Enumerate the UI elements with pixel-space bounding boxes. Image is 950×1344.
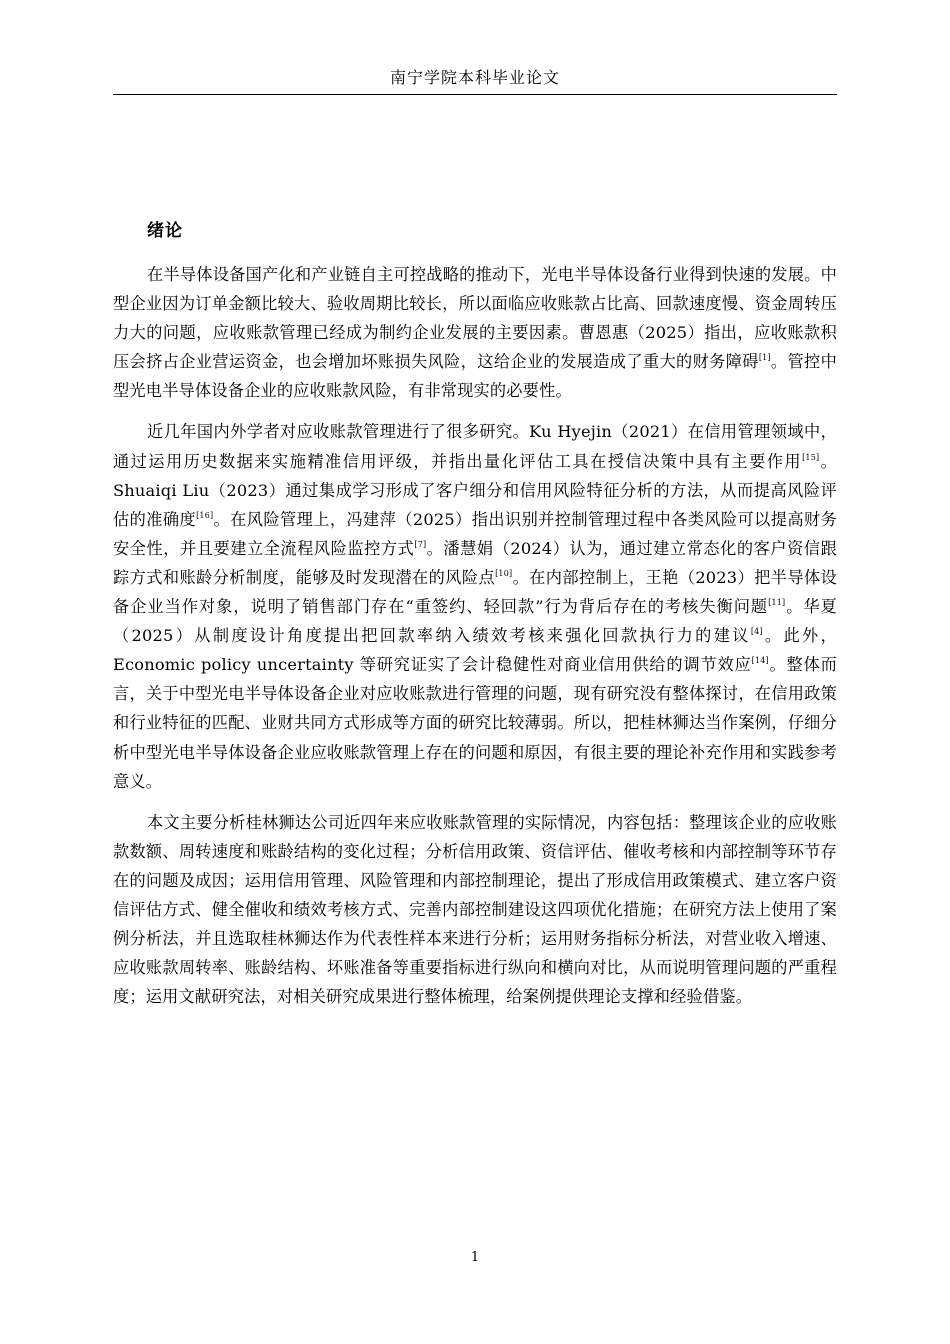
citation-marker: [11]	[768, 598, 786, 608]
citation-marker: [14]	[751, 656, 769, 666]
text-run: 。Shuaiqi Liu（2023）通过集成学习形成了客户细分和信用风险特征分析的方法，从而提高风险评估的准确度	[113, 451, 837, 529]
text-run: 。此外，Economic policy uncertainty 等研究证实了会计稳健性对商业信用供给的调节效应	[113, 626, 837, 675]
text-run: 。在风险管理上，冯建萍（2025）指出识别并控制管理过程中各类风险可以提高财务安全性，并且要建立全流程风险监控方式	[113, 509, 838, 558]
text-run: 在半导体设备国产化和产业链自主可控战略的推动下，光电半导体设备行业得到快速的发展。中型企业因为订单金额比较大、验收周期比较长，所以面临应收账款占比高、回款速度慢、资金周转压力大的问题，应收账款管理已经成为制约企业发展的主要因素。曹恩惠（2025）指出，应收账款积压会挤占企业营运资金，也会增加坏账损失风险，这给企业的发展造成了重大的财务障碍	[113, 265, 837, 372]
body-paragraph	[113, 417, 837, 795]
text-run: 。在内部控制上，王艳（2023）把半导体设备企业当作对象，说明了销售部门存在“重签约、轻回款”行为背后存在的考核失衡问题	[113, 567, 837, 617]
text-run: 。潘慧娟（2024）认为，通过建立常态化的客户资信跟踪方式和账龄分析制度，能够及时发现潜在的风险点	[113, 538, 837, 587]
citation-marker: [7]	[414, 539, 427, 549]
running-header: 南宁学院本科毕业论文	[389, 68, 560, 87]
text-run: 。管控中型光电半导体设备企业的应收账款风险，有非常现实的必要性。	[113, 352, 837, 401]
body-paragraph	[113, 808, 837, 1012]
text-run: 近几年国内外学者对应收账款管理进行了很多研究。Ku Hyejin（2021）在信用管理领域中，通过运用历史数据来实施精准信用评级，并指出量化评估工具在授信决策中具有主要作用	[113, 422, 837, 471]
citation-marker: [16]	[196, 510, 214, 520]
citation-marker: [15]	[802, 452, 820, 462]
section-title: 绪论	[147, 221, 183, 241]
body-text	[113, 260, 837, 1023]
citation-marker: [1]	[758, 353, 771, 363]
header-rule	[113, 94, 837, 95]
page-number: 1	[470, 1250, 480, 1265]
text-run: 。华夏（2025）从制度设计角度提出把回款率纳入绩效考核来强化回款执行力的建议	[113, 597, 837, 646]
citation-marker: [10]	[495, 568, 513, 578]
text-run: 本文主要分析桂林狮达公司近四年来应收账款管理的实际情况，内容包括：整理该企业的应收账款数额、周转速度和账龄结构的变化过程；分析信用政策、资信评估、催收考核和内部控制等环节存在的问题及成因；运用信用管理、风险管理和内部控制理论，提出了形成信用政策模式、建立客户资信评估方式、健全催收和绩效考核方式、完善内部控制建设这四项优化措施；在研究方法上使用了案例分析法，并且选取桂林狮达作为代表性样本来进行分析；运用财务指标分析法，对营业收入增速、应收账款周转率、账龄结构、坏账准备等重要指标进行纵向和横向对比，从而说明管理问题的严重程度；运用文献研究法，对相关研究成果进行整体梳理，给案例提供理论支撑和经验借鉴。	[113, 812, 837, 1007]
body-paragraph	[113, 260, 837, 405]
text-run: 。整体而言，关于中型光电半导体设备企业对应收账款进行管理的问题，现有研究没有整体探讨，在信用政策和行业特征的匹配、业财共同方式形成等方面的研究比较薄弱。所以，把桂林狮达当作案例，仔细分析中型光电半导体设备企业应收账款管理上存在的问题和原因，有很主要的理论补充作用和实践参考意义。	[113, 655, 837, 791]
citation-marker: [4]	[750, 627, 763, 637]
